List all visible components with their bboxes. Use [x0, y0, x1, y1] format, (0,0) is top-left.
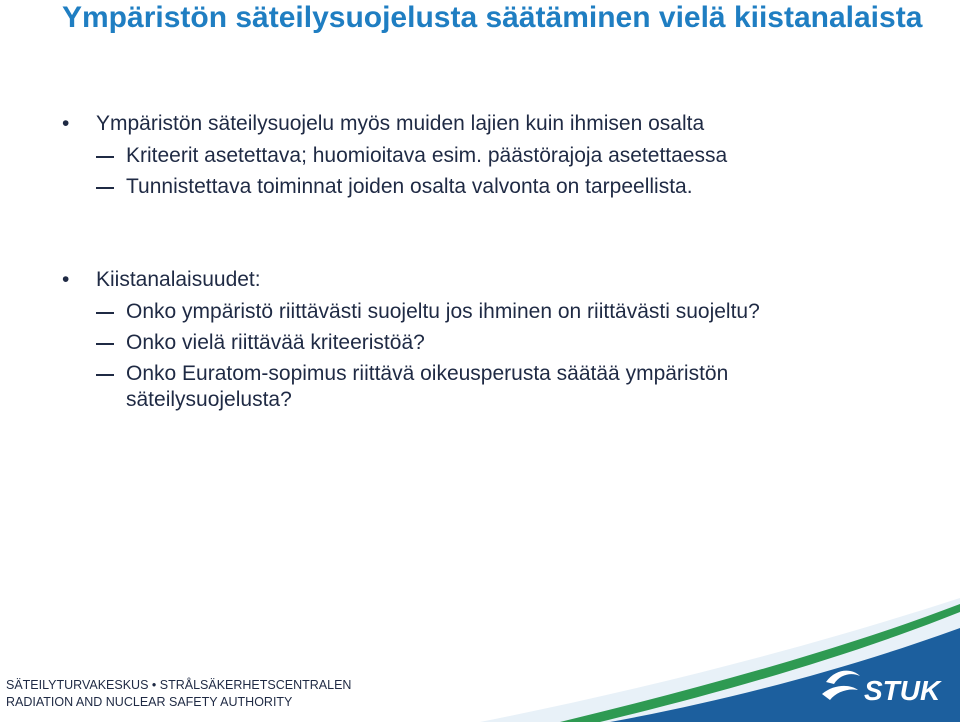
- slide-title: Ympäristön säteilysuojelusta säätäminen vielä kiistanalaista: [62, 1, 923, 34]
- sub-bullet-text: Onko ympäristö riittävästi suojeltu jos ihminen on riittävästi suojeltu?: [126, 300, 760, 323]
- bullet-dot-icon: •: [62, 268, 70, 291]
- sub-bullet-text: Onko vielä riittävää kriteeristöä?: [126, 331, 425, 354]
- footer-org-line1: SÄTEILYTURVAKESKUS • STRÅLSÄKERHETSCENTRALEN: [6, 678, 352, 692]
- logo-text: STUK: [864, 675, 941, 706]
- sub-bullet-text: Tunnistettava toiminnat joiden osalta valvonta on tarpeellista.: [126, 175, 693, 198]
- sub-bullet-text: Kriteerit asetettava; huomioitava esim. päästörajoja asetettaessa: [126, 144, 728, 167]
- bullet-text: Ympäristön säteilysuojelu myös muiden lajien kuin ihmisen osalta: [96, 112, 705, 135]
- sub-bullet-text: Onko Euratom-sopimus riittävä oikeusperusta säätää ympäristön säteilysuojelusta?: [126, 362, 729, 411]
- bullet-dot-icon: •: [62, 112, 70, 135]
- bullet-text: Kiistanalaisuudet:: [96, 268, 261, 291]
- footer-org-line2: RADIATION AND NUCLEAR SAFETY AUTHORITY: [6, 695, 293, 709]
